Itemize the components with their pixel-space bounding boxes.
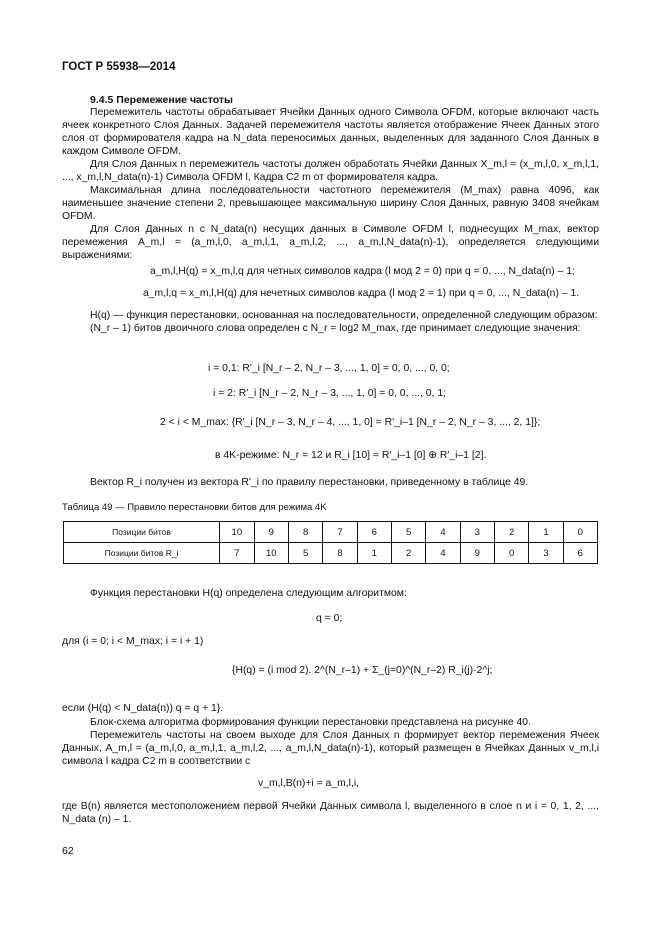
table-cell: 4	[426, 522, 460, 543]
text-block-vector	[62, 476, 599, 489]
table-cell: 6	[563, 543, 597, 564]
table-cell: 3	[529, 543, 563, 564]
table-caption: Таблица 49 — Правило перестановки битов для режима 4K	[62, 502, 327, 513]
paragraph-2: Для Слоя Данных n перемежитель частоты должен обработать Ячейки Данных X_m,l = (x_m,l,0, x_m,l,1, ..., x_m,l,N_data(n)-1) Символа OFDM l, Кадра С2 m от формирователя кадра.	[62, 159, 599, 183]
table-cell: 1	[529, 522, 563, 543]
table-row-label: Позиции битов R_i	[64, 543, 220, 564]
table-cell: 10	[254, 543, 288, 564]
text-block-algorithm	[62, 587, 599, 600]
formula-loop: для (i = 0; i < M_max; i = i + 1)	[62, 636, 204, 647]
equation-i0-1: i = 0,1: R'_i [N_r – 2, N_r – 3, ..., 1, 0] = 0, 0, ..., 0, 0;	[208, 363, 450, 374]
table-cell: 2	[494, 522, 528, 543]
formula-q-init: q = 0;	[316, 613, 343, 624]
formula-cell-mapping: v_m,l,B(n)+i = a_m,l,i,	[258, 778, 360, 789]
paragraph-1: Перемежитель частоты обрабатывает Ячейки Данных одного Символа OFDM, которые включают часть ячеек конкретного Слоя Данных. Задачей перемежителя частоты является отображение Ячеек Данных этого слоя от формирователя кадра на N_data переносимых данных, выделенных для заданного Слоя Данных в каждом Символе OFDM.	[62, 107, 599, 157]
text-block-permutation	[62, 309, 599, 335]
table-cell: 7	[220, 543, 254, 564]
table-cell: 9	[254, 522, 288, 543]
paragraph-6: (N_r – 1) битов двоичного слова определен с N_r = log2 M_max, где принимает следующие значения:	[90, 323, 581, 334]
section-title: 9.4.5 Перемежение частоты	[90, 94, 233, 106]
formula-h-of-q: {H(q) = (i mod 2). 2^(N_r–1) + Σ_(j=0)^(N_r–2) R_i(j)·2^j;	[232, 665, 493, 676]
formula-condition: если (H(q) < N_data(n)) q = q + 1}.	[62, 703, 224, 714]
page-number: 62	[62, 845, 74, 857]
table-cell: 8	[323, 543, 357, 564]
paragraph-3: Максимальная длина последовательности частотного перемежителя (M_max) равна 4096, как наименьшее значение степени 2, превышающее максимальную ширину Слоя Данных, равную 3408 ячейкам OFDM.	[62, 185, 599, 222]
table-row-label: Позиции битов	[64, 522, 220, 543]
paragraph-7: Вектор R_i получен из вектора R'_i по правилу перестановки, приведенному в таблице 49.	[90, 477, 529, 488]
document-header: ГОСТ Р 55938—2014	[62, 61, 176, 73]
equation-general: 2 < i < M_max: {R'_i [N_r – 3, N_r – 4, ..., 1, 0] = R'_i–1 [N_r – 2, N_r – 3, ..., 2, 1]};	[160, 417, 541, 428]
table-cell: 0	[563, 522, 597, 543]
table-row	[64, 543, 598, 564]
paragraph-9: Блок-схема алгоритма формирования функции перестановки представлена на рисунке 40.	[90, 717, 531, 728]
table-cell: 5	[289, 543, 323, 564]
table-row	[64, 522, 598, 543]
paragraph-8: Функция перестановки H(q) определена следующим алгоритмом:	[90, 588, 407, 599]
text-block-final	[62, 800, 599, 826]
table-cell: 9	[460, 543, 494, 564]
table-cell: 2	[391, 543, 425, 564]
equation-4k-mode: в 4K-режиме: N_r = 12 и R_i [10] = R'_i–1 [0] ⊕ R'_i–1 [2].	[215, 450, 487, 461]
table-cell: 6	[357, 522, 391, 543]
paragraph-10: Перемежитель частоты на своем выходе для Слоя Данных n формирует вектор перемежения Ячеек Данных, A_m,l = (a_m,l,0, a_m,l,1, a_m,l,2, ..., a_m,l,N_data(n)-1), который размещен в Ячейках Данных v_m,l,i символа l кадра С2 m в соответствии с	[62, 730, 599, 767]
paragraph-5: H(q) — функция перестановки, основанная на последовательности, определенной следующим образом:	[90, 310, 598, 321]
table-cell: 4	[426, 543, 460, 564]
text-block-intro	[62, 106, 599, 262]
table-cell: 10	[220, 522, 254, 543]
table-cell: 3	[460, 522, 494, 543]
equation-i2: i = 2: R'_i [N_r – 2, N_r – 3, ..., 1, 0] = 0, 0, ..., 0, 1;	[213, 388, 446, 399]
table-cell: 0	[494, 543, 528, 564]
bit-permutation-table	[63, 521, 598, 564]
text-block-output	[62, 716, 599, 768]
paragraph-11: где B(n) является местоположением первой Ячейки Данных символа l, выделенного в слое n и i = 0, 1, 2, ..., N_data (n) – 1.	[62, 801, 599, 825]
table-cell: 1	[357, 543, 391, 564]
formula-even-symbols: a_m,l,H(q) = x_m,l,q для четных символов кадра (l мод 2 = 0) при q = 0, ..., N_data(n) – 1;	[150, 266, 575, 277]
formula-odd-symbols: a_m,l,q = x_m,l,H(q) для нечетных символов кадра (l мод 2 = 1) при q = 0, ..., N_data(n) – 1.	[143, 288, 580, 299]
paragraph-4: Для Слоя Данных n с N_data(n) несущих данных в Символе OFDM l, поднесущих M_max, вектор перемежения A_m,l = (a_m,l,0, a_m,l,1, a_m,l,2, ..., a_m,l,N_data(n)-1), определяется следующими выражениями:	[62, 224, 599, 261]
table-cell: 7	[323, 522, 357, 543]
table-cell: 8	[289, 522, 323, 543]
table-cell: 5	[391, 522, 425, 543]
